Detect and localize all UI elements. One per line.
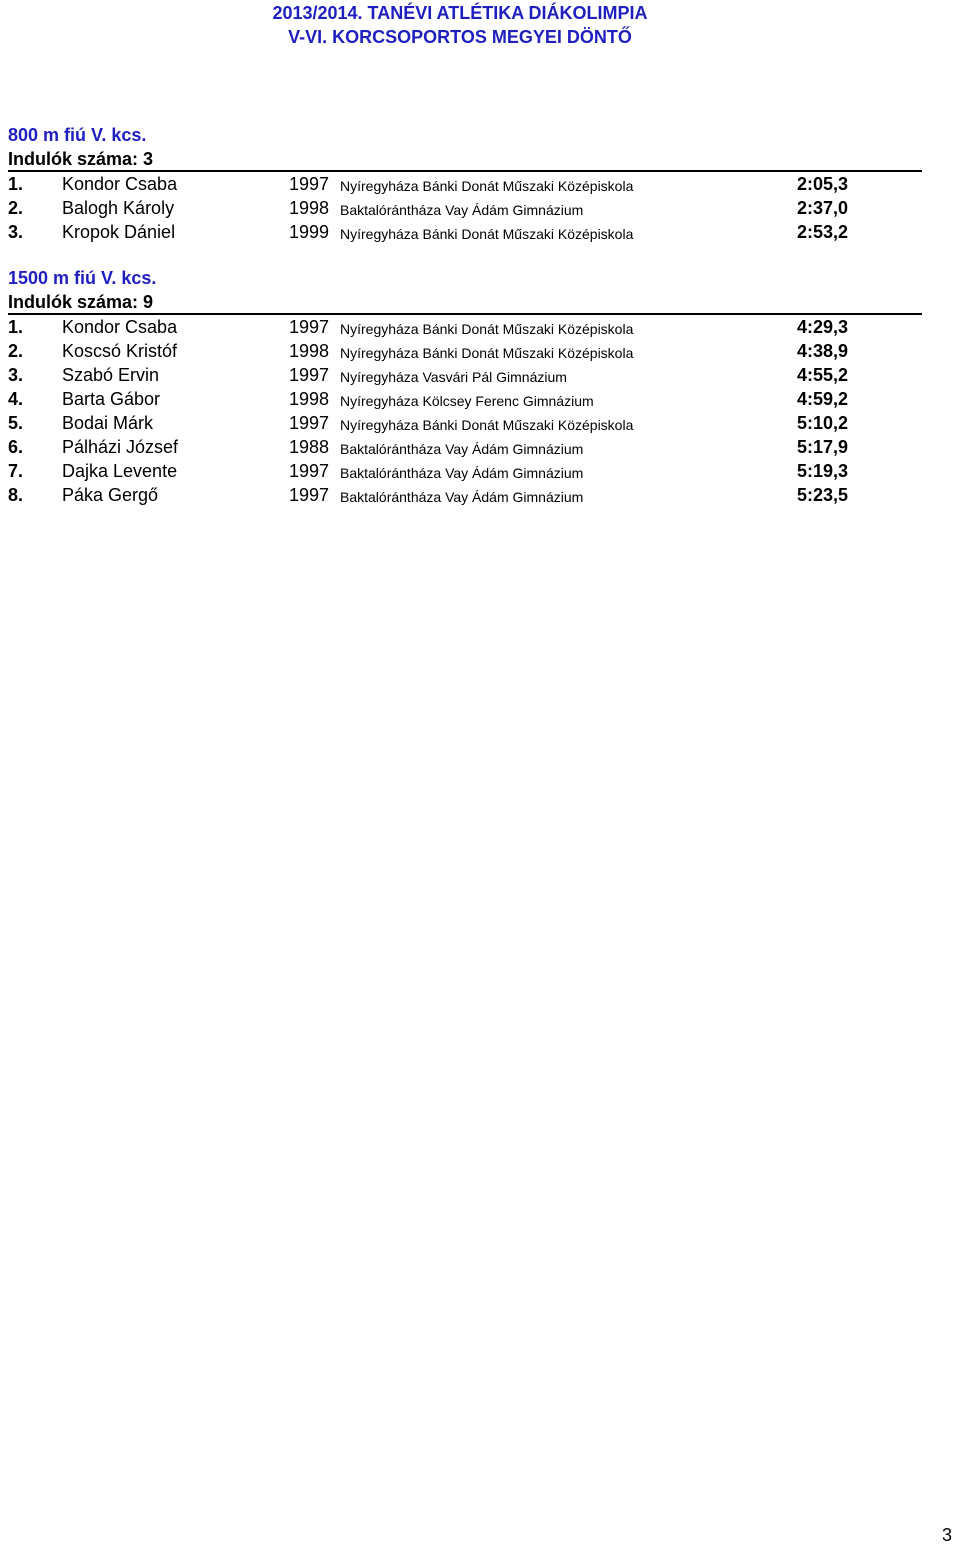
athlete-name: Dajka Levente	[62, 461, 178, 481]
birth-year: 1998	[289, 198, 330, 218]
result-time: 4:59,2	[797, 389, 849, 409]
athlete-name: Koscsó Kristóf	[62, 341, 178, 361]
event-entrants-800m: Indulók száma: 3	[8, 148, 922, 172]
school-name: Nyíregyháza Kölcsey Ferenc Gimnázium	[340, 393, 594, 409]
school-name: Baktalórántháza Vay Ádám Gimnázium	[340, 441, 584, 457]
result-time: 4:29,3	[797, 317, 849, 337]
school-name: Baktalórántháza Vay Ádám Gimnázium	[340, 489, 584, 505]
result-time: 5:17,9	[797, 437, 849, 457]
athlete-name: Szabó Ervin	[62, 365, 160, 385]
result-row	[0, 172, 960, 196]
event-title-800m: 800 m fiú V. kcs.	[8, 125, 147, 145]
result-time: 2:53,2	[797, 222, 849, 242]
event-entrants-1500m: Indulók száma: 9	[8, 291, 922, 315]
school-name: Baktalórántháza Vay Ádám Gimnázium	[340, 202, 584, 218]
school-name: Nyíregyháza Vasvári Pál Gimnázium	[340, 369, 567, 385]
result-time: 2:37,0	[797, 198, 849, 218]
athlete-name: Bodai Márk	[62, 413, 154, 433]
result-row	[0, 387, 960, 411]
birth-year: 1997	[289, 174, 330, 194]
result-time: 4:38,9	[797, 341, 849, 361]
result-row	[0, 411, 960, 435]
birth-year: 1998	[289, 341, 330, 361]
result-time: 4:55,2	[797, 365, 849, 385]
athlete-name: Kondor Csaba	[62, 174, 178, 194]
birth-year: 1997	[289, 365, 330, 385]
result-rank: 8.	[8, 485, 24, 505]
result-time: 2:05,3	[797, 174, 849, 194]
result-row	[0, 363, 960, 387]
result-rank: 2.	[8, 341, 24, 361]
athlete-name: Balogh Károly	[62, 198, 175, 218]
athlete-name: Kropok Dániel	[62, 222, 176, 242]
school-name: Nyíregyháza Bánki Donát Műszaki Középiskola	[340, 226, 634, 242]
result-rank: 3.	[8, 222, 24, 242]
page-number: 3	[941, 1525, 952, 1545]
birth-year: 1997	[289, 485, 330, 505]
result-rank: 4.	[8, 389, 24, 409]
event-title-1500m: 1500 m fiú V. kcs.	[8, 268, 157, 288]
result-row	[0, 459, 960, 483]
result-rank: 6.	[8, 437, 24, 457]
result-time: 5:10,2	[797, 413, 849, 433]
result-rank: 3.	[8, 365, 24, 385]
result-time: 5:19,3	[797, 461, 849, 481]
result-row	[0, 435, 960, 459]
birth-year: 1997	[289, 413, 330, 433]
school-name: Nyíregyháza Bánki Donát Műszaki Középiskola	[340, 178, 634, 194]
school-name: Nyíregyháza Bánki Donát Műszaki Középiskola	[340, 417, 634, 433]
birth-year: 1997	[289, 461, 330, 481]
result-row	[0, 315, 960, 339]
school-name: Baktalórántháza Vay Ádám Gimnázium	[340, 465, 584, 481]
birth-year: 1998	[289, 389, 330, 409]
athlete-name: Páka Gergő	[62, 485, 159, 505]
result-rank: 7.	[8, 461, 24, 481]
result-rank: 2.	[8, 198, 24, 218]
result-row	[0, 339, 960, 363]
result-row	[0, 220, 960, 244]
result-row	[0, 483, 960, 507]
result-row	[0, 196, 960, 220]
school-name: Nyíregyháza Bánki Donát Műszaki Középiskola	[340, 345, 634, 361]
result-rank: 1.	[8, 174, 24, 194]
result-rank: 1.	[8, 317, 24, 337]
birth-year: 1997	[289, 317, 330, 337]
birth-year: 1988	[289, 437, 330, 457]
result-rank: 5.	[8, 413, 24, 433]
document-title: 2013/2014. TANÉVI ATLÉTIKA DIÁKOLIMPIA	[272, 3, 648, 23]
result-time: 5:23,5	[797, 485, 849, 505]
school-name: Nyíregyháza Bánki Donát Műszaki Középiskola	[340, 321, 634, 337]
athlete-name: Pálházi József	[62, 437, 179, 457]
document-subtitle: V-VI. KORCSOPORTOS MEGYEI DÖNTŐ	[288, 27, 632, 47]
athlete-name: Kondor Csaba	[62, 317, 178, 337]
athlete-name: Barta Gábor	[62, 389, 161, 409]
birth-year: 1999	[289, 222, 330, 242]
